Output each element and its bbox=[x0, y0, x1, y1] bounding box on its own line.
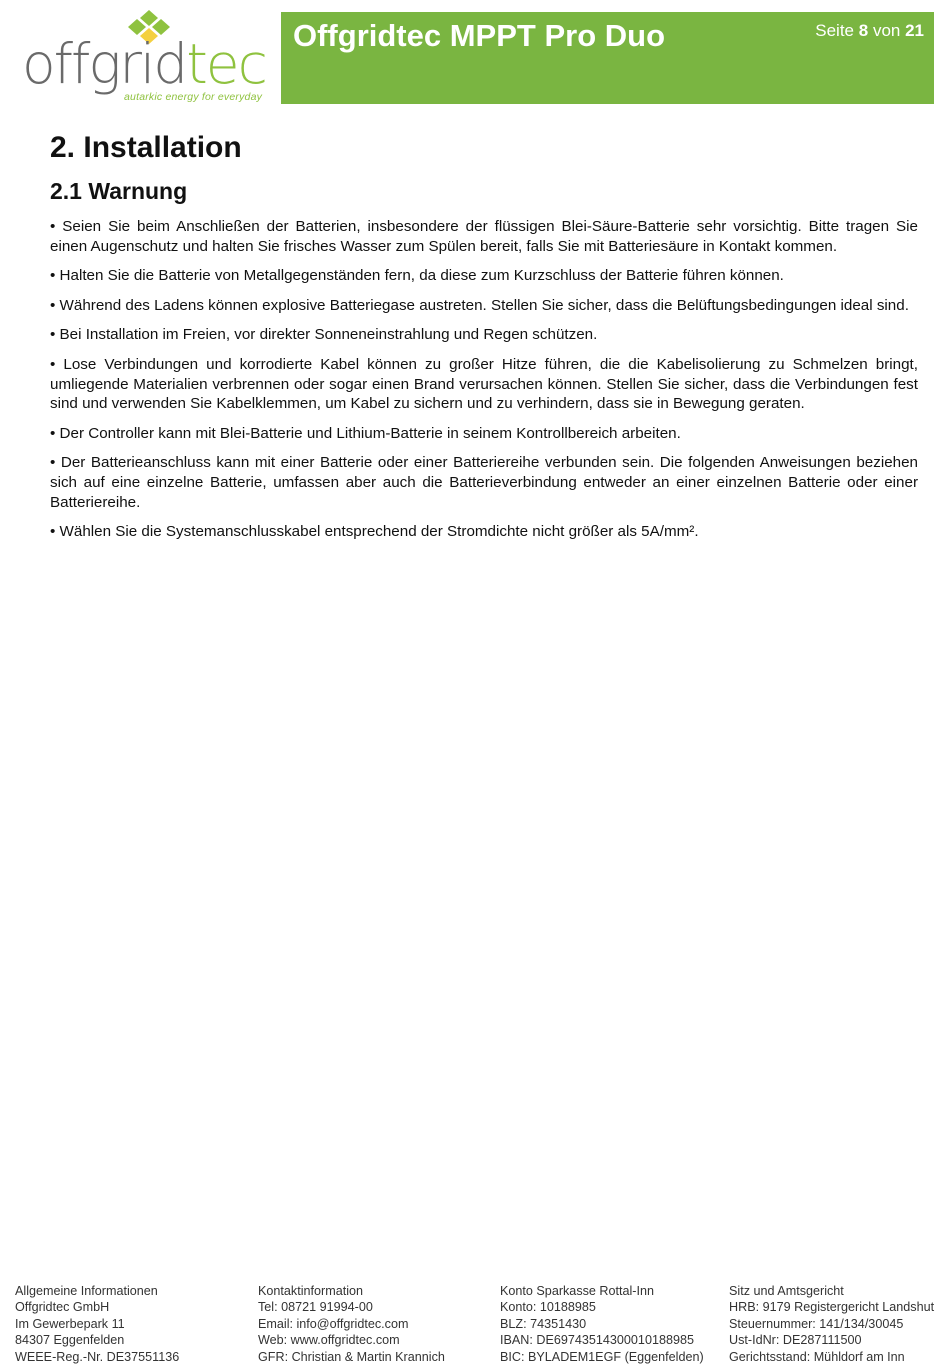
warning-item: • Der Controller kann mit Blei-Batterie und Lithium-Batterie in seinem Kontrollbereich arbeiten. bbox=[50, 424, 681, 442]
page-current: 8 bbox=[858, 21, 869, 40]
footer-line: Konto: 10188985 bbox=[500, 1300, 596, 1315]
footer-general-info bbox=[15, 1283, 179, 1365]
footer-line: Email: info@offgridtec.com bbox=[258, 1316, 409, 1331]
page-prefix: Seite bbox=[815, 21, 859, 40]
logo-tagline: autarkic energy for everyday bbox=[124, 91, 263, 103]
footer-line: Im Gewerbepark 11 bbox=[15, 1316, 125, 1331]
page-indicator bbox=[815, 21, 924, 41]
page-footer bbox=[15, 1283, 940, 1368]
logo-wordmark-gray: offgrid bbox=[22, 32, 187, 96]
footer-legal-info bbox=[729, 1283, 934, 1365]
footer-line: Tel: 08721 91994-00 bbox=[258, 1300, 373, 1315]
warning-item: • Bei Installation im Freien, vor direkter Sonneneinstrahlung und Regen schützen. bbox=[50, 326, 598, 344]
page-total: 21 bbox=[905, 21, 924, 40]
footer-line: Web: www.offgridtec.com bbox=[258, 1333, 400, 1348]
warning-item: • Halten Sie die Batterie von Metallgegenständen fern, da diese zum Kurzschluss der Batterie führen können. bbox=[50, 267, 784, 285]
footer-contact-info bbox=[258, 1283, 445, 1365]
warning-list bbox=[50, 217, 918, 552]
footer-line: WEEE-Reg.-Nr. DE37551136 bbox=[15, 1349, 180, 1364]
subsection-heading: 2.1 Warnung bbox=[50, 178, 188, 204]
company-logo bbox=[18, 8, 276, 104]
footer-line: Offgridtec GmbH bbox=[15, 1300, 110, 1315]
footer-line: IBAN: DE69743514300010188985 bbox=[500, 1333, 694, 1348]
page-mid: von bbox=[868, 21, 906, 40]
footer-line: HRB: 9179 Registergericht Landshut bbox=[729, 1300, 935, 1315]
warning-item: • Wählen Sie die Systemanschlusskabel entsprechend der Stromdichte nicht größer als 5A/mm². bbox=[50, 523, 699, 541]
footer-line: 84307 Eggenfelden bbox=[15, 1333, 125, 1348]
footer-line: GFR: Christian & Martin Krannich bbox=[258, 1349, 445, 1364]
section-heading: 2. Installation bbox=[50, 131, 242, 164]
header-banner bbox=[281, 12, 934, 104]
footer-line: Sitz und Amtsgericht bbox=[729, 1284, 844, 1298]
footer-line: Steuernummer: 141/134/30045 bbox=[729, 1316, 904, 1331]
footer-line: Kontaktinformation bbox=[258, 1284, 364, 1298]
warning-item: • Während des Ladens können explosive Batteriegase austreten. Stellen Sie sicher, dass die Belüftungsbedingungen ideal sind. bbox=[50, 296, 909, 314]
footer-line: Konto Sparkasse Rottal-Inn bbox=[500, 1284, 655, 1298]
warning-item: • Der Batterieanschluss kann mit einer Batterie oder einer Batteriereihe verbunden sein. Die folgenden Anweisungen beziehen sich auf eine einzelne Batterie, umfassen aber auch die Batterieverbindung entweder an einer einzelnen Batterie oder einer Batteriereihe. bbox=[50, 454, 918, 511]
footer-line: Allgemeine Informationen bbox=[15, 1284, 158, 1298]
warning-item: • Lose Verbindungen und korrodierte Kabel können zu großer Hitze führen, die die Kabelisolierung zu Schmelzen bringt, umliegende Materialien verbrennen oder sogar einen Brand verursachen können. Stellen Sie sicher, dass die Verbindungen fest sind und verwenden Sie Kabelklemmen, um Kabel zu sichern und zu verhindern, dass sie in Bewegung geraten. bbox=[50, 355, 918, 413]
logo-wordmark bbox=[22, 34, 266, 94]
document-title: Offgridtec MPPT Pro Duo bbox=[293, 18, 665, 53]
footer-line: Gerichtsstand: Mühldorf am Inn bbox=[729, 1349, 905, 1364]
warning-item: • Seien Sie beim Anschließen der Batterien, insbesondere der flüssigen Blei-Säure-Batterie sehr vorsichtig. Bitte tragen Sie einen Augenschutz und halten Sie frisches Wasser zum Spülen bereit, falls Sie mit Batteriesäure in Kontakt kommen. bbox=[50, 218, 918, 255]
footer-line: BIC: BYLADEM1EGF (Eggenfelden) bbox=[500, 1349, 704, 1364]
footer-line: BLZ: 74351430 bbox=[500, 1316, 587, 1331]
footer-bank-info bbox=[500, 1283, 704, 1365]
footer-line: Ust-IdNr: DE287111500 bbox=[729, 1333, 862, 1348]
logo-wordmark-green: tec bbox=[186, 32, 266, 96]
